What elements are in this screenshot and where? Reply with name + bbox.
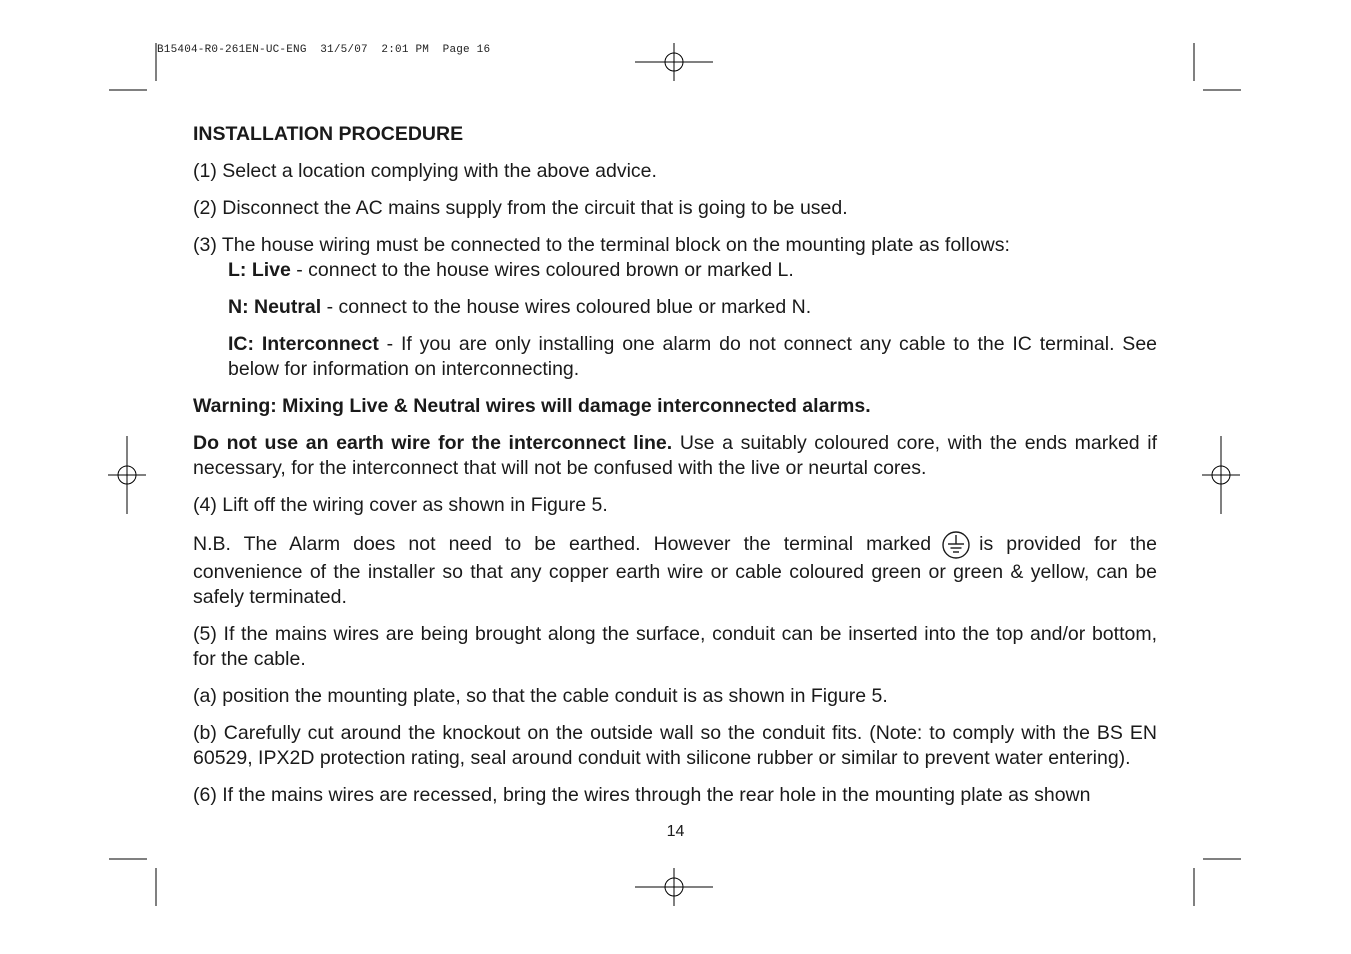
step-2: (2) Disconnect the AC mains supply from the circuit that is going to be used. (193, 197, 848, 219)
section-title: INSTALLATION PROCEDURE (193, 123, 464, 145)
installation-procedure-section (193, 122, 1157, 808)
print-slug: B15404-R0-261EN-UC-ENG 31/5/07 2:01 PM Page 16 (157, 44, 491, 56)
step-3: (3) The house wiring must be connected to the terminal block on the mounting plate as follows: (193, 234, 1010, 256)
registration-mark-icon-right (1202, 436, 1240, 514)
terminal-neutral-text: - connect to the house wires coloured blue or marked N. (321, 296, 812, 318)
earth-wire-warning (193, 431, 1157, 481)
terminal-live-label: L: Live (228, 259, 291, 281)
step-5a: (a) position the mounting plate, so that the cable conduit is as shown in Figure 5. (193, 685, 888, 707)
step-6: (6) If the mains wires are recessed, bring the wires through the rear hole in the mounting plate as shown (193, 784, 1091, 806)
warning-mixing-wires: Warning: Mixing Live & Neutral wires will damage interconnected alarms. (193, 395, 871, 417)
terminal-live-text: - connect to the house wires coloured brown or marked L. (290, 259, 794, 281)
nb-text-after-symbol: is provided for the convenience of the installer so that any copper earth wire or cable coloured green or green & yellow, can be safely terminated. (193, 533, 1157, 608)
terminal-neutral-label: N: Neutral (228, 296, 322, 318)
step-4: (4) Lift off the wiring cover as shown in Figure 5. (193, 494, 608, 516)
terminal-interconnect (193, 332, 1157, 382)
registration-mark-icon-left (108, 436, 146, 514)
terminal-interconnect-label: IC: Interconnect (228, 333, 379, 355)
step-5b: (b) Carefully cut around the knockout on the outside wall so the conduit fits. (Note: to comply with the BS EN 60529, IPX2D protection rating, seal around conduit with silicone rubber or similar to prevent water entering). (193, 722, 1157, 769)
earth-wire-warning-bold: Do not use an earth wire for the interconnect line. (193, 432, 673, 454)
terminal-neutral (193, 295, 1157, 320)
registration-mark-icon-bottom (635, 868, 713, 906)
step-1: (1) Select a location complying with the above advice. (193, 160, 657, 182)
terminal-interconnect-text: - If you are only installing one alarm do not connect any cable to the IC terminal. See below for information on interconnecting. (228, 333, 1158, 380)
nb-text-before-symbol: N.B. The Alarm does not need to be earthed. However the terminal marked (193, 533, 932, 555)
earth-wire-warning-text: Use a suitably coloured core, with the ends marked if necessary, for the interconnect that will not be confused with the live or neurtal cores. (193, 432, 1158, 479)
earth-ground-icon (941, 530, 971, 560)
page-number: 14 (666, 823, 685, 840)
step-5: (5) If the mains wires are being brought along the surface, conduit can be inserted into the top and/or bottom, for the cable. (193, 623, 1157, 670)
nb-earthing-note (193, 530, 1157, 610)
terminal-live (193, 258, 1157, 283)
registration-mark-icon-top (635, 43, 713, 81)
